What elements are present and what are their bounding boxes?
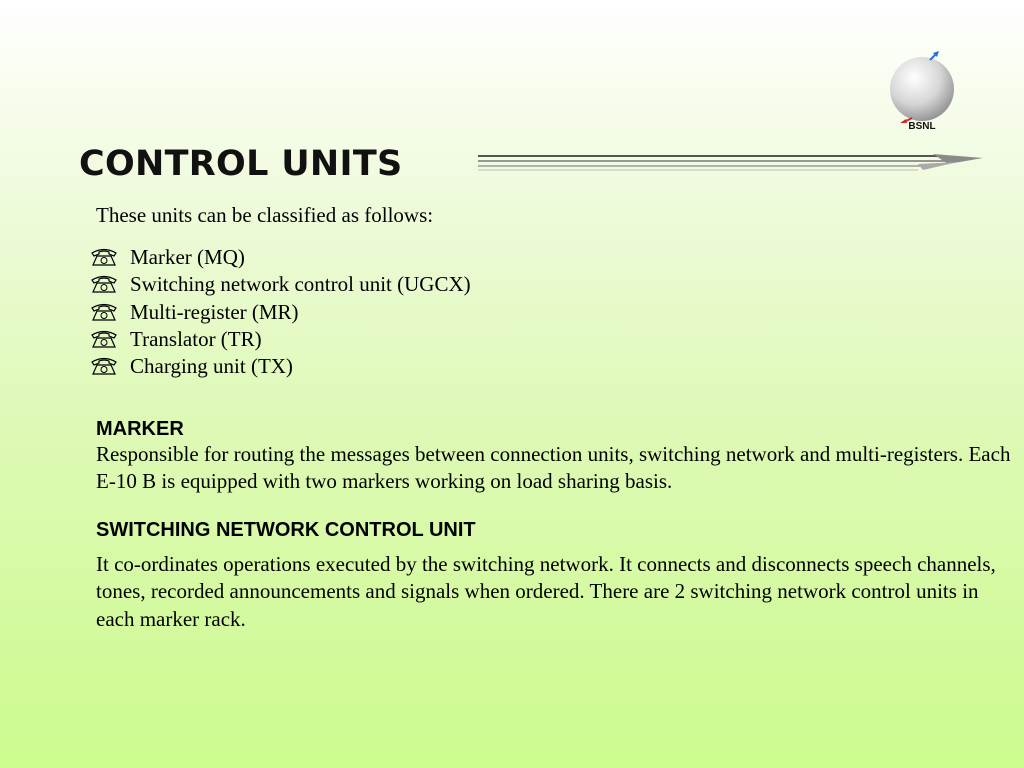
intro-text: These units can be classified as follows: [96, 203, 434, 227]
bsnl-logo [884, 48, 964, 136]
sncu-heading: SWITCHING NETWORK CONTROL UNIT [96, 519, 476, 541]
telephone-icon [90, 273, 118, 293]
slide-title: CONTROL UNITS [79, 144, 403, 184]
list-item-label: Charging unit (TX) [130, 354, 293, 379]
list-item-label: Switching network control unit (UGCX) [130, 272, 471, 297]
list-item-label: Multi-register (MR) [130, 299, 299, 324]
control-units-list [90, 244, 471, 380]
telephone-icon [90, 328, 118, 348]
sncu-description: It co-ordinates operations executed by the switching network. It connects and disconnects speech channels, tones, recorded announcements and signals when ordered. There are 2 switching network control units in each marker rack. [96, 552, 996, 631]
marker-heading: MARKER [96, 418, 184, 440]
telephone-icon [90, 301, 118, 321]
globe-icon [884, 48, 964, 123]
list-item-label: Marker (MQ) [130, 245, 245, 269]
marker-description: Responsible for routing the messages between connection units, switching network and multi-registers. Each E-10 B is equipped with two markers working on load sharing basis. [96, 442, 1011, 494]
list-item-label: Translator (TR) [130, 326, 262, 351]
list-item [90, 326, 471, 353]
telephone-icon [90, 355, 118, 375]
list-item [90, 299, 471, 326]
list-item [90, 244, 471, 271]
list-item [90, 271, 471, 298]
list-item [90, 353, 471, 380]
bsnl-logo-text: BSNL [908, 121, 936, 132]
title-decoration-lines [478, 152, 988, 174]
telephone-icon [90, 246, 118, 266]
